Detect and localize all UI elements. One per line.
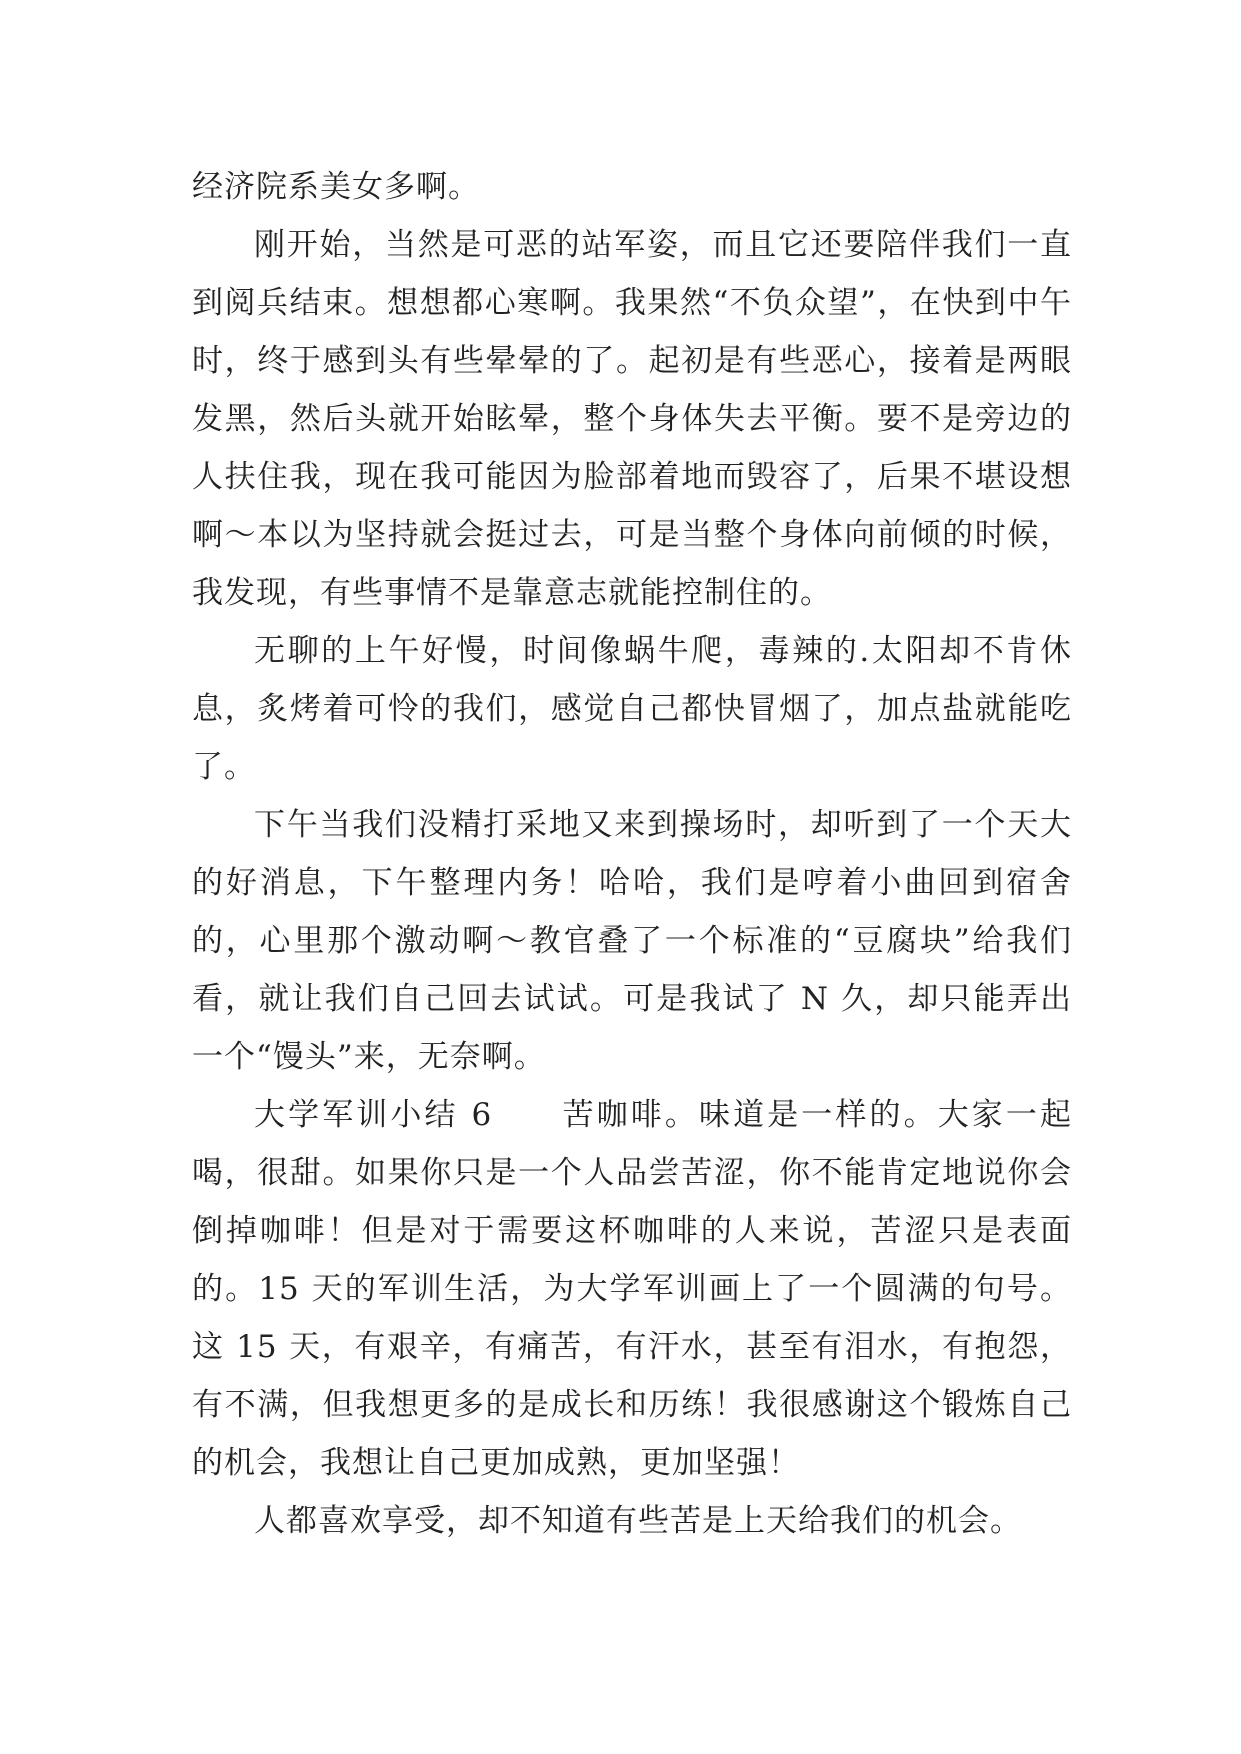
paragraph-summary-6: 大学军训小结 6 苦咖啡。味道是一样的。大家一起喝，很甜。如果你只是一个人品尝苦涩，你不能肯定地说你会倒掉咖啡！但是对于需要这杯咖啡的人来说，苦涩只是表面的。15 天的军训生活，为大学军训画上了一个圆满的句号。这 15 天，有艰辛，有痛苦，有汗水，甚至有泪水，有抱怨，有不满，但我想更多的是成长和历练！我很感谢这个锻炼自己的机会，我想让自己更加成熟，更加坚强！ [192,1097,1072,1481]
document-body [192,158,1072,1550]
paragraph-continuation: 经济院系美女多啊。 [192,169,480,205]
paragraph-standing-drill: 刚开始，当然是可恶的站军姿，而且它还要陪伴我们一直到阅兵结束。想想都心寒啊。我果然“不负众望”，在快到中午时，终于感到头有些晕晕的了。起初是有些恶心，接着是两眼发黑，然后头就开始眩晕，整个身体失去平衡。要不是旁边的人扶住我，现在我可能因为脸部着地而毁容了，后果不堪设想啊～本以为坚持就会挺过去，可是当整个身体向前倾的时候，我发现，有些事情不是靠意志就能控制住的。 [192,227,1072,611]
paragraph-afternoon-housekeeping: 下午当我们没精打采地又来到操场时，却听到了一个天大的好消息，下午整理内务！哈哈，我们是哼着小曲回到宿舍的，心里那个激动啊～教官叠了一个标准的“豆腐块”给我们看，就让我们自己回去试试。可是我试了 N 久，却只能弄出一个“馒头”来，无奈啊。 [192,807,1072,1075]
paragraph-closing: 人都喜欢享受，却不知道有些苦是上天给我们的机会。 [254,1503,1022,1539]
paragraph-boring-morning: 无聊的上午好慢，时间像蜗牛爬，毒辣的.太阳却不肯休息，炙烤着可怜的我们，感觉自己都快冒烟了，加点盐就能吃了。 [192,633,1072,785]
